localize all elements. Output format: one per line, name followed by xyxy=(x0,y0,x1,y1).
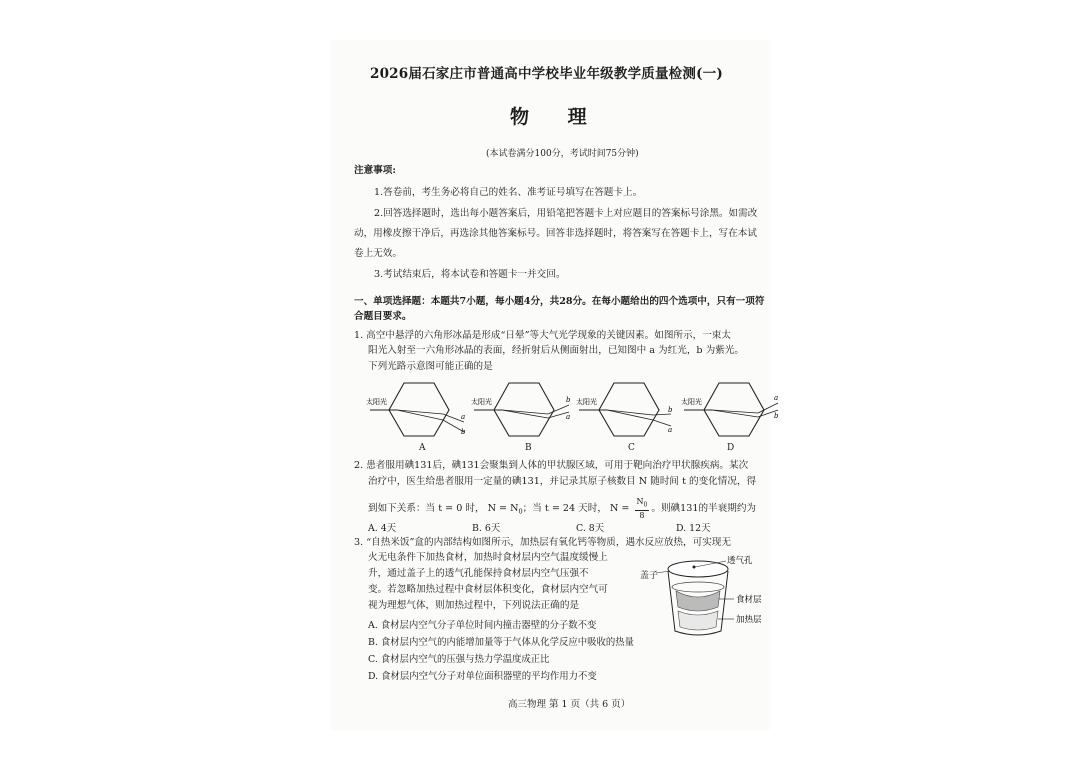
q1-ray-b-label-b: b xyxy=(566,396,571,404)
q2-line-3-part-2: ；当 t = 24 天时， N = xyxy=(522,502,630,514)
q1-line-3: 下列光路示意图可能正确的是 xyxy=(368,361,493,372)
q3-line-4: 变。若忽略加热过程中食材层体积变化，食材层内空气可 xyxy=(368,584,608,595)
q1-ray-a-label-b: a xyxy=(566,413,571,421)
q3-option-a: A. 食材层内空气分子单位时间内撞击器壁的分子数不变 xyxy=(368,620,597,631)
notice-heading: 注意事项: xyxy=(354,165,396,176)
q3-lid-shape xyxy=(668,561,728,577)
q3-rice-box-figure xyxy=(648,553,768,653)
exam-page xyxy=(330,40,779,730)
q3-food-layer-shape xyxy=(676,591,720,611)
q1-option-d: D xyxy=(727,443,735,453)
q2-line-1: 2. 患者服用碘131后，碘131会聚集到人体的甲状腺区域，可用于靶向治疗甲状腺疾病。某次 xyxy=(354,460,749,471)
notice-item-3: 3.考试结束后，将本试卷和答题卡一并交回。 xyxy=(374,269,566,280)
q1-diagram-d xyxy=(681,383,779,436)
section-1-heading-line-1: 一、单项选择题：本题共7小题，每小题4分，共28分。在每小题给出的四个选项中，只有一项符 xyxy=(354,296,765,307)
q3-line-1: 3. “自热米饭”盒的内部结构如图所示，加热层有氧化钙等物质，遇水反应放热，可实现无 xyxy=(354,537,731,548)
notice-item-1: 1.答卷前，考生务必将自己的姓名、准考证号填写在答题卡上。 xyxy=(374,187,643,198)
q3-option-b: B. 食材层内空气的内能增加量等于气体从化学反应中吸收的热量 xyxy=(368,637,634,648)
q2-option-b: B. 6天 xyxy=(472,523,501,534)
exam-info: (本试卷满分100分，考试时间75分钟) xyxy=(486,149,639,159)
q3-label-food: 食材层 xyxy=(736,595,762,605)
q1-diagram-a xyxy=(366,383,466,436)
q2-line-3-part-3: 。则碘131的半衰期约为 xyxy=(651,502,757,514)
q1-option-c: C xyxy=(628,443,635,453)
page-footer: 高三物理 第 1 页（共 6 页） xyxy=(508,699,631,710)
q1-diagram-b xyxy=(471,383,571,436)
q1-option-b: B xyxy=(525,443,532,453)
q1-diagram-c xyxy=(576,383,673,436)
q2-option-d: D. 12天 xyxy=(676,523,711,534)
subject-heading: 物 理 xyxy=(510,106,603,128)
q2-fraction: $\frac{N_0}{8}$ xyxy=(636,497,648,520)
q1-ray-a-label-a: a xyxy=(461,413,466,421)
q1-line-2: 阳光入射至一六角形冰晶的表面，经折射后从侧面射出，已知图中 a 为红光，b 为紫光。 xyxy=(368,345,744,356)
q1-ray-a-label-c: a xyxy=(668,426,673,434)
q1-ray-b-label-d: b xyxy=(774,412,779,420)
q1-sun-label-a: 太阳光 xyxy=(366,398,387,406)
q1-option-a: A xyxy=(419,443,426,453)
q2-option-a: A. 4天 xyxy=(368,523,397,534)
notice-item-2-line-3: 卷上无效。 xyxy=(354,248,402,259)
notice-item-2-line-1: 2.回答选择题时，选出每小题答案后，用铅笔把答题卡上对应题目的答案标号涂黑。如需改 xyxy=(374,208,758,219)
q3-label-lid: 盖子 xyxy=(640,571,659,581)
q1-line-1: 1. 高空中悬浮的六角形冰晶是形成“日晕”等大气光学现象的关键因素。如图所示，一束太 xyxy=(354,330,731,341)
q1-ray-b-label-a: b xyxy=(461,428,466,436)
q3-label-vent: 透气孔 xyxy=(727,556,753,566)
q3-line-2: 火无电条件下加热食材，加热时食材层内空气温度缓慢上 xyxy=(368,552,608,563)
q2-line-3 xyxy=(368,497,756,520)
q3-line-3: 升，通过盖子上的透气孔能保持食材层内空气压强不 xyxy=(368,568,589,579)
q1-optics-figure xyxy=(366,374,786,444)
q2-option-c: C. 8天 xyxy=(576,523,605,534)
q1-sun-label-b: 太阳光 xyxy=(471,398,492,406)
q1-sun-label-c: 太阳光 xyxy=(576,398,597,406)
q2-line-2: 治疗中，医生给患者服用一定量的碘131，并记录其原子核数目 N 随时间 t 的变化情况，得 xyxy=(368,476,757,487)
q2-line-3-part-1: 到如下关系：当 t = 0 时， N = N xyxy=(368,502,519,514)
q1-ray-b-label-c: b xyxy=(668,406,673,414)
q3-option-c: C. 食材层内空气的压强与热力学温度成正比 xyxy=(368,654,550,665)
q3-label-heat: 加热层 xyxy=(736,615,762,625)
exam-title: 2026届石家庄市普通高中学校毕业年级教学质量检测(一) xyxy=(370,66,723,82)
q1-ray-a-label-d: a xyxy=(774,394,779,402)
q2-n0-subscript: 0 xyxy=(518,507,523,516)
q3-option-d: D. 食材层内空气分子对单位面积器壁的平均作用力不变 xyxy=(368,671,597,682)
q3-line-5: 视为理想气体，则加热过程中，下列说法正确的是 xyxy=(368,600,580,611)
q1-sun-label-d: 太阳光 xyxy=(681,398,702,406)
q3-heating-layer-shape xyxy=(678,611,718,630)
section-1-heading-line-2: 合题目要求。 xyxy=(354,311,412,322)
notice-item-2-line-2: 动，用橡皮擦干净后，再选涂其他答案标号。回答非选择题时，将答案写在答题卡上，写在本试 xyxy=(354,228,757,239)
